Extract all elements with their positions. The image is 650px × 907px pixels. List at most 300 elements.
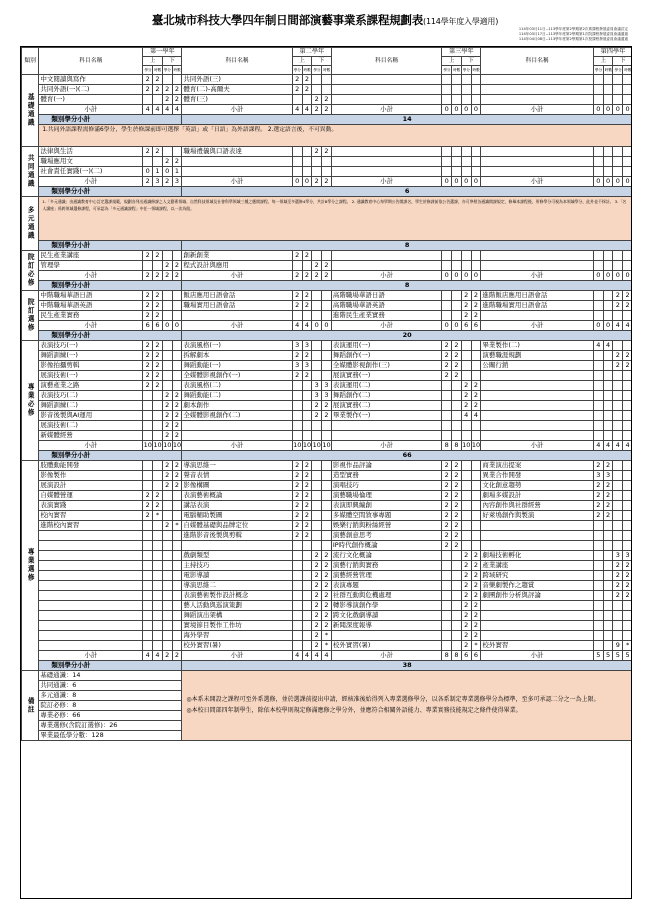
course-value [312, 511, 322, 521]
course-value: 2 [302, 85, 312, 95]
course-value [172, 75, 182, 85]
course-value: 2 [172, 431, 182, 441]
credit-subtotal-label: 類別學分小計 [39, 331, 182, 341]
course-value [613, 521, 623, 531]
subtotal-row [22, 177, 633, 187]
course-value [162, 381, 172, 391]
course-value [442, 291, 452, 301]
subtotal-label: 小計 [182, 321, 293, 331]
course-value: 3 [302, 341, 312, 351]
category-label: 備註 [22, 671, 39, 741]
course-value [322, 311, 332, 321]
course-name [481, 85, 594, 95]
course-value [603, 381, 613, 391]
course-value [143, 561, 153, 571]
course-value: 2 [312, 611, 322, 621]
course-name: 導演思維二 [182, 581, 293, 591]
course-name: 管理學 [39, 261, 143, 271]
course-value [302, 381, 312, 391]
course-value [153, 611, 163, 621]
course-value: 2 [471, 401, 481, 411]
course-value [143, 401, 153, 411]
course-value: 2 [623, 561, 632, 571]
course-value [623, 601, 632, 611]
header-course-name: 科目名稱 [331, 48, 442, 75]
course-value [172, 491, 182, 501]
course-value [302, 621, 312, 631]
course-value [302, 591, 312, 601]
course-value: 2 [153, 311, 163, 321]
course-value [162, 621, 172, 631]
course-value [452, 431, 462, 441]
course-value [593, 95, 603, 105]
course-name: 進階校內實習 [39, 521, 143, 531]
course-value: 2 [452, 351, 462, 361]
course-value: 2 [442, 351, 452, 361]
course-value [153, 531, 163, 541]
course-value: 2 [461, 601, 471, 611]
course-value [461, 361, 471, 371]
course-name: 表演運用(一) [331, 341, 442, 351]
course-name: 造型實務 [331, 471, 442, 481]
course-value [613, 601, 623, 611]
course-value: 2 [593, 491, 603, 501]
course-value [623, 511, 632, 521]
course-value: 2 [292, 521, 302, 531]
course-value: 2 [292, 251, 302, 261]
table-row [22, 511, 633, 521]
course-name [481, 541, 594, 551]
course-name: 職場禮儀與口語表達 [182, 147, 293, 157]
course-value [172, 501, 182, 511]
course-value: 2 [162, 521, 172, 531]
course-value [471, 95, 481, 105]
course-value [302, 611, 312, 621]
course-name [481, 531, 594, 541]
course-name: 創新創業 [182, 251, 293, 261]
course-value [603, 311, 613, 321]
course-value [623, 421, 632, 431]
course-value [613, 491, 623, 501]
subtotal-value: 4 [143, 651, 153, 661]
course-value: 3 [292, 341, 302, 351]
course-value: 2 [461, 301, 471, 311]
course-value [461, 421, 471, 431]
course-value [613, 157, 623, 167]
approval-notes [519, 27, 628, 43]
subtotal-value: 2 [143, 271, 153, 281]
course-name: 影像拍攝剪輯 [39, 361, 143, 371]
course-value: 2 [452, 491, 462, 501]
course-value [471, 147, 481, 157]
course-value: 2 [613, 581, 623, 591]
subtotal-value: 10 [143, 441, 152, 450]
course-value: 2 [172, 401, 182, 411]
course-value [613, 75, 623, 85]
course-value: 3 [322, 391, 332, 401]
course-value: 2 [143, 361, 153, 371]
course-value: 9 [613, 641, 623, 651]
subtotal-value: 8 [442, 441, 452, 451]
subtotal-value: 4 [593, 441, 603, 451]
table-row [22, 157, 633, 167]
course-value [623, 311, 632, 321]
course-value: 2 [452, 511, 462, 521]
table-row [22, 401, 633, 411]
course-value [162, 631, 172, 641]
course-value [471, 351, 481, 361]
course-name: 新聞深度報導 [331, 621, 442, 631]
subtotal-value: 4 [292, 651, 302, 661]
course-value: 2 [322, 581, 332, 591]
subtotal-value: 10 [312, 441, 321, 450]
course-name: 舞蹈演出架構 [182, 611, 293, 621]
table-row [22, 501, 633, 511]
course-name: 舞蹈創作(二) [331, 391, 442, 401]
course-value [603, 167, 613, 177]
course-value: 2 [143, 251, 153, 261]
course-value [471, 75, 481, 85]
course-name: 進階飯店應用日語會話 [481, 291, 594, 301]
course-value: 2 [162, 431, 172, 441]
course-value: 2 [162, 261, 172, 271]
course-value [452, 601, 462, 611]
course-name: 校外實習(暑) [331, 641, 442, 651]
subtotal-label: 小計 [39, 651, 143, 661]
subtotal-label: 小計 [331, 441, 442, 451]
course-value [322, 291, 332, 301]
course-value [623, 381, 632, 391]
course-value [471, 361, 481, 371]
subtotal-value: 4 [153, 105, 163, 115]
course-value: 2 [452, 541, 462, 551]
subtotal-value: 2 [322, 105, 332, 115]
course-value [143, 521, 153, 531]
course-value [613, 311, 623, 321]
subtotal-label: 小計 [39, 105, 143, 115]
course-value: 3 [312, 381, 322, 391]
course-value [471, 531, 481, 541]
subtotal-value: 0 [471, 271, 481, 281]
course-name: 高階職場華語英語 [331, 301, 442, 311]
course-value: 2 [442, 501, 452, 511]
course-value [471, 471, 481, 481]
course-name: 舞蹈動能(一) [182, 361, 293, 371]
course-value [623, 95, 632, 105]
course-value [593, 261, 603, 271]
course-value [461, 75, 471, 85]
course-value: 2 [292, 501, 302, 511]
course-value [613, 471, 623, 481]
credit-subtotal-label: 類別學分小計 [39, 451, 182, 461]
course-value: 2 [442, 461, 452, 471]
course-value [603, 95, 613, 105]
credit-subtotal-label: 類別學分小計 [39, 115, 182, 125]
table-row [22, 531, 633, 541]
course-value: 2 [593, 511, 603, 521]
course-value [461, 541, 471, 551]
course-value [452, 291, 462, 301]
course-value [312, 471, 322, 481]
course-value [312, 521, 322, 531]
course-value: 2 [322, 95, 332, 105]
course-value [172, 581, 182, 591]
course-value [442, 85, 452, 95]
subtotal-value: 4 [302, 321, 312, 331]
course-value: 2 [302, 501, 312, 511]
page-title [0, 12, 650, 28]
subtotal-value: 0 [613, 177, 623, 187]
course-name [331, 85, 442, 95]
course-name: 表演技巧(一) [39, 341, 143, 351]
course-value: 2 [153, 371, 163, 381]
course-value [623, 431, 632, 441]
course-value [442, 95, 452, 105]
course-value [162, 501, 172, 511]
course-value [461, 501, 471, 511]
course-value: 2 [292, 291, 302, 301]
course-value: 2 [292, 471, 302, 481]
course-value [461, 531, 471, 541]
subtotal-value: 8 [452, 651, 462, 661]
course-value: 2 [162, 401, 172, 411]
table-row [22, 351, 633, 361]
course-value [452, 641, 462, 651]
course-value [302, 311, 312, 321]
subtotal-value: 2 [312, 105, 322, 115]
subtotal-value: 0 [461, 177, 471, 187]
course-value [172, 601, 182, 611]
course-value [613, 481, 623, 491]
course-value [292, 95, 302, 105]
course-value: 2 [452, 471, 462, 481]
course-value [471, 341, 481, 351]
course-value [442, 611, 452, 621]
course-name [39, 641, 143, 651]
course-value [312, 501, 322, 511]
course-value: 2 [302, 371, 312, 381]
course-value [322, 157, 332, 167]
table-row [22, 291, 633, 301]
course-value: 2 [471, 571, 481, 581]
table-row [22, 421, 633, 431]
course-value [143, 611, 153, 621]
course-value: 2 [302, 75, 312, 85]
course-value [593, 381, 603, 391]
course-value [603, 261, 613, 271]
course-value [442, 311, 452, 321]
course-name [182, 167, 293, 177]
course-value [603, 531, 613, 541]
course-name [39, 621, 143, 631]
course-name: 演藝行銷與實務 [331, 561, 442, 571]
course-name: 劇場多媒設計 [481, 491, 594, 501]
course-value [172, 301, 182, 311]
course-name: 程式設計與應用 [182, 261, 293, 271]
course-value [461, 157, 471, 167]
course-value [452, 401, 462, 411]
header-term-up: 上 [292, 57, 312, 66]
subtotal-value: 10 [462, 441, 471, 450]
course-value: 2 [471, 301, 481, 311]
course-name [331, 251, 442, 261]
subtotal-value: 10 [302, 441, 312, 450]
course-value: 2 [322, 551, 332, 561]
course-value: 2 [322, 571, 332, 581]
course-value [312, 461, 322, 471]
subtotal-value: 4 [162, 105, 172, 115]
course-value: 2 [442, 531, 452, 541]
course-value [471, 461, 481, 471]
course-value: 2 [442, 491, 452, 501]
course-name [481, 75, 594, 85]
header-term-up: 上 [143, 57, 163, 66]
course-value [442, 411, 452, 421]
header-course-name: 科目名稱 [39, 48, 143, 75]
course-value [312, 361, 322, 371]
course-name: 娛樂行銷與粉絲經營 [331, 521, 442, 531]
course-value: 2 [471, 581, 481, 591]
course-value [613, 511, 623, 521]
table-row [22, 251, 633, 261]
course-value [471, 501, 481, 511]
course-value: 2 [143, 341, 153, 351]
course-name: 舞蹈創作(一) [331, 351, 442, 361]
course-value: 2 [471, 391, 481, 401]
course-value [292, 551, 302, 561]
course-value [471, 431, 481, 441]
course-value [292, 401, 302, 411]
course-value: 2 [613, 591, 623, 601]
course-value [292, 541, 302, 551]
header-category: 類別 [22, 48, 39, 75]
course-value [162, 641, 172, 651]
course-name: 演藝職場倫理 [331, 491, 442, 501]
subtotal-value: 6 [153, 321, 163, 331]
course-value [471, 521, 481, 531]
note-row [22, 197, 633, 241]
table-row [22, 541, 633, 551]
course-value [603, 611, 613, 621]
course-value [603, 561, 613, 571]
course-value [153, 421, 163, 431]
course-value: 2 [623, 361, 632, 371]
course-value [172, 591, 182, 601]
course-value [442, 431, 452, 441]
course-value: 2 [613, 291, 623, 301]
subtotal-value: 10 [153, 441, 162, 450]
course-value: 2 [312, 571, 322, 581]
course-value [452, 95, 462, 105]
remarks-row [22, 671, 633, 681]
course-value: 2 [452, 521, 462, 531]
course-value [442, 571, 452, 581]
course-value: 2 [471, 381, 481, 391]
course-name: 中階職場華語英語 [39, 301, 143, 311]
subtotal-value: 0 [162, 321, 172, 331]
course-value [312, 351, 322, 361]
course-value: 2 [292, 371, 302, 381]
subtotal-label: 小計 [331, 321, 442, 331]
course-value [143, 631, 153, 641]
course-name [331, 421, 442, 431]
course-value [623, 521, 632, 531]
course-value: 2 [153, 351, 163, 361]
course-value [593, 351, 603, 361]
course-value [461, 461, 471, 471]
credit-subtotal-value: 8 [182, 281, 632, 291]
course-value [603, 571, 613, 581]
course-value: 4 [461, 411, 471, 421]
course-name: 舞蹈動能(二) [182, 391, 293, 401]
course-value: 3 [613, 551, 623, 561]
credit-subtotal-value: 38 [182, 661, 632, 671]
course-value [603, 641, 613, 651]
course-name: 影視作品評論 [331, 461, 442, 471]
course-value: 2 [312, 411, 322, 421]
course-value: 2 [302, 291, 312, 301]
course-value: 2 [452, 531, 462, 541]
course-value: 2 [322, 411, 332, 421]
credit-subtotal-label: 類別學分小計 [39, 187, 182, 197]
category-label: 專業必修 [22, 341, 39, 461]
course-value: 2 [442, 481, 452, 491]
table-row [22, 631, 633, 641]
course-value [312, 301, 322, 311]
header-term-down: 下 [162, 57, 182, 66]
category-label: 院訂必修 [22, 251, 39, 291]
course-value [442, 591, 452, 601]
category-label: 共同通識 [22, 147, 39, 197]
course-value: 2 [452, 461, 462, 471]
course-value [162, 581, 172, 591]
course-value: 2 [153, 147, 163, 157]
course-name: 表演藝術概論 [182, 491, 293, 501]
subtotal-row [22, 441, 633, 451]
subtotal-row [22, 105, 633, 115]
course-name: 展演技術(一) [39, 371, 143, 381]
course-value: 2 [461, 551, 471, 561]
header-course-name: 科目名稱 [481, 48, 594, 75]
course-value [312, 85, 322, 95]
course-value [322, 531, 332, 541]
table-row [22, 641, 633, 651]
course-value [292, 391, 302, 401]
table-row [22, 261, 633, 271]
course-value: 2 [302, 471, 312, 481]
table-row [22, 491, 633, 501]
course-value: 2 [292, 511, 302, 521]
course-value: 2 [312, 261, 322, 271]
course-value: * [172, 521, 182, 531]
remark-notes [182, 671, 632, 741]
course-name [481, 95, 594, 105]
course-value: 2 [162, 461, 172, 471]
course-value [461, 491, 471, 501]
course-value [153, 95, 163, 105]
course-value [452, 411, 462, 421]
course-value [302, 641, 312, 651]
course-value [442, 167, 452, 177]
course-value [162, 531, 172, 541]
header-credit: 學分 [312, 66, 322, 75]
subtotal-label: 小計 [481, 271, 594, 281]
course-value [603, 157, 613, 167]
course-name: 中文閱讀與寫作 [39, 75, 143, 85]
course-value [603, 521, 613, 531]
table-row [22, 371, 633, 381]
course-value [593, 551, 603, 561]
